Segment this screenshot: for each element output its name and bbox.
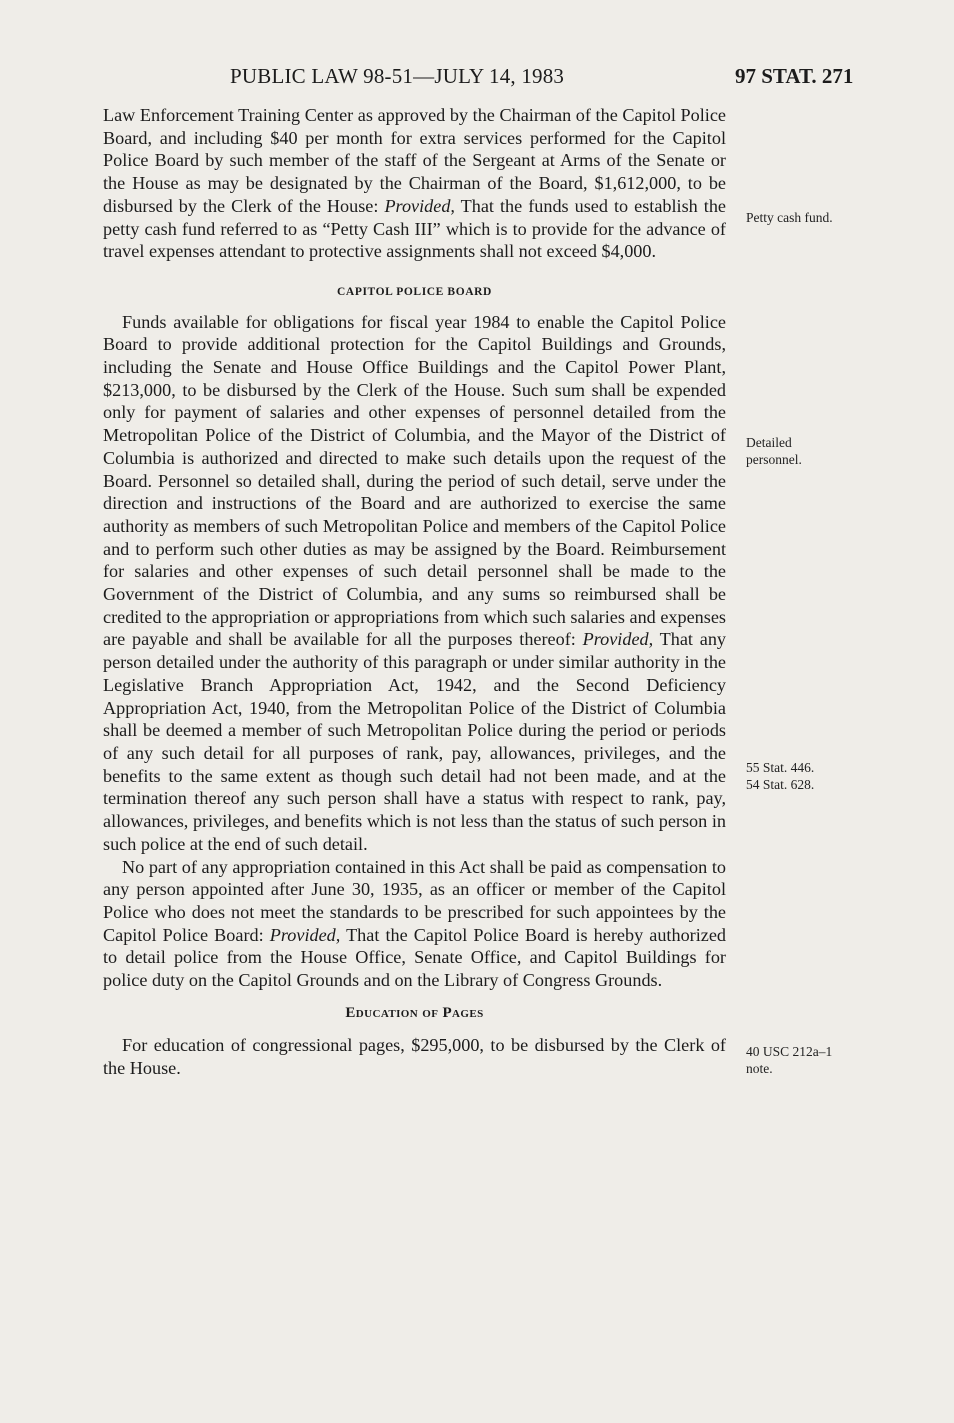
paragraph-text: Law Enforcement Training Center as approved by the Chairman of the Capitol Police Board, and including $40 per month for extra services performed for the Capitol Police Board by such member of the staff of the Sergeant at Arms of the Senate or the House as may be designated by the Chairman of the Board, $1,612,000, to be disbursed by the Clerk of the House: (103, 105, 726, 216)
margin-note-line: 54 Stat. 628. (746, 777, 815, 792)
margin-note-usc-citation (746, 1043, 832, 1077)
paragraph-law-enforcement (103, 104, 726, 263)
proviso-italic: Provided, (269, 924, 341, 945)
proviso-italic: Provided, (384, 195, 455, 216)
paragraph-text: That any person detailed under the authority of this paragraph or under similar authority in the Legislative Branch Appropriation Act, 1942, and the Second Deficiency Appropriation Act, 1940, from the Metropolitan Police of the District of Columbia shall be deemed a member of such Metropolitan Police during the period or periods of any such detail for all purposes of rank, pay, allowances, privileges, and the benefits to the same extent as though such detail had not been made, and at the termination thereof any such person shall have a status with respect to rank, pay, allowances, privileges, and benefits which is not less than the status of such person in such police at the end of such detail. (103, 629, 727, 854)
margin-note-line: Detailed (746, 435, 792, 450)
main-text-column (103, 104, 726, 1080)
paragraph-text: That the funds used to establish the petty cash fund referred to as “Petty Cash III” which is to provide for the advance of travel expenses attendant to protective assignments shall not exceed $4,000. (103, 195, 726, 262)
section-heading-education-of-pages: Education of Pages (345, 1004, 484, 1021)
page-header-title: PUBLIC LAW 98-51—JULY 14, 1983 (230, 64, 565, 88)
paragraph-capitol-police-funds (103, 311, 726, 856)
margin-note-line: 55 Stat. 446. (746, 760, 815, 775)
page-header-stat-number: 97 STAT. 271 (735, 64, 854, 88)
margin-note-line: personnel. (746, 452, 802, 467)
margin-note-stat-citations (746, 759, 814, 793)
margin-note-line: note. (746, 1061, 773, 1076)
paragraph-text: That the Capitol Police Board is hereby authorized to detail police from the House Office, Senate Office, and Capitol Buildings for police duty on the Capitol Grounds and on the Library of Congress Grounds. (103, 924, 727, 991)
margin-note-petty-cash: Petty cash fund. (746, 210, 833, 225)
proviso-italic: Provided, (582, 629, 654, 650)
paragraph-text: Funds available for obligations for fiscal year 1984 to enable the Capitol Police Board to provide additional protection for the Capitol Buildings and Grounds, including the Senate and House Office Buildings and the Capitol Power Plant, $213,000, to be disbursed by the Clerk of the House. Such sum shall be expended only for payment of salaries and other expenses of personnel detailed from the Metropolitan Police of the District of Columbia, and the Mayor of the District of Columbia is authorized and directed to make such details upon the request of the Board. Personnel so detailed shall, during the period of such detail, serve under the direction and instructions of the Board and are authorized to exercise the same authority as members of such Metropolitan Police and members of the Capitol Police and to perform such other duties as may be assigned by the Board. Reimbursement for salaries and other expenses of such detail personnel shall be made to the Government of the District of Columbia, and any sums so reimbursed shall be credited to the appropriation or appropriations from which such salaries and expenses are payable and shall be available for all the purposes thereof: (103, 311, 726, 650)
margin-note-detailed-personnel (746, 434, 802, 468)
paragraph-education-of-pages: For education of congressional pages, $295,000, to be disbursed by the Clerk of the House. (103, 1035, 726, 1079)
paragraph-appointment-standards (103, 856, 726, 992)
section-heading-capitol-police-board: CAPITOL POLICE BOARD (337, 285, 492, 298)
paragraph-text: No part of any appropriation contained in this Act shall be paid as compensation to any person appointed after June 30, 1935, as an officer or member of the Capitol Police who does not meet the standards to be prescribed for such appointees by the Capitol Police Board: (103, 856, 726, 945)
margin-note-line: 40 USC 212a–1 (746, 1044, 833, 1059)
